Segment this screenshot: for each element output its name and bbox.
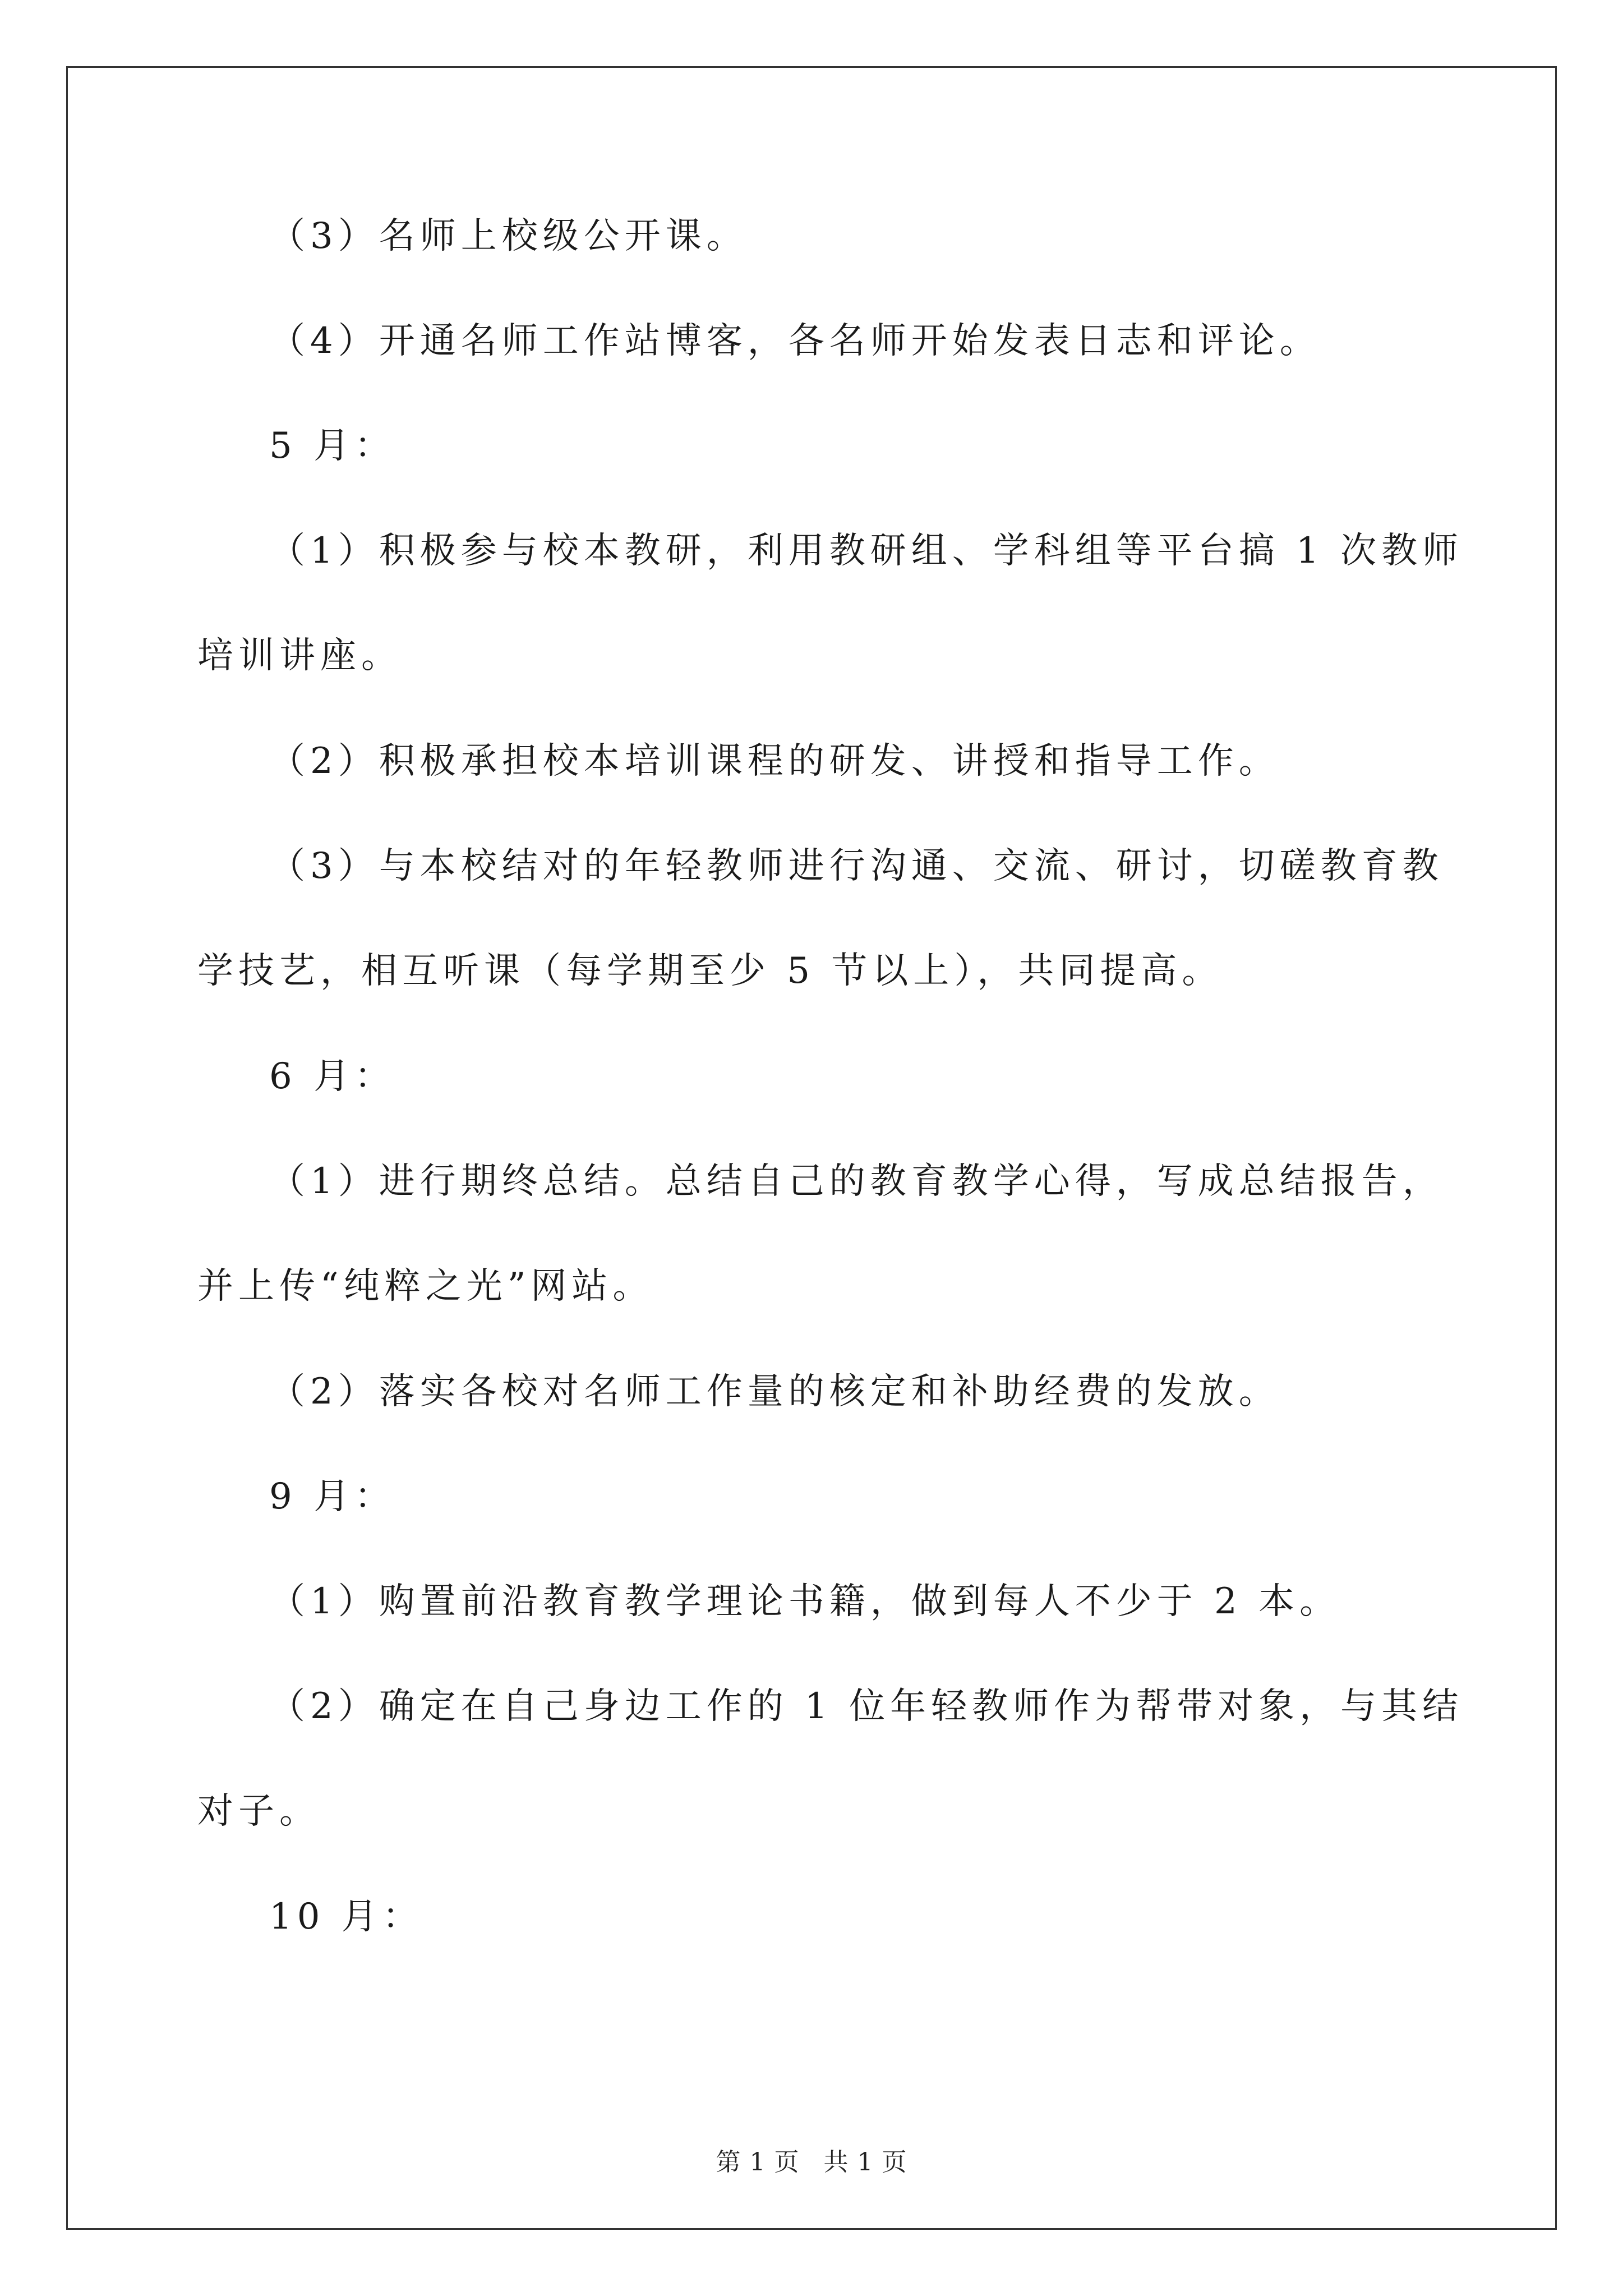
month-heading: 9 月： (269, 1476, 396, 1517)
page-number: 第 1 页 (716, 2148, 800, 2177)
paragraph: （3）名师上校级公开课。 (269, 215, 748, 257)
page-footer (0, 2142, 1623, 2178)
paragraph: （4）开通名师工作站博客，各名师开始发表日志和评论。 (269, 320, 1321, 362)
paragraph: （1）购置前沿教育教学理论书籍，做到每人不少于 2 本。 (269, 1581, 1341, 1622)
month-heading: 10 月： (269, 1896, 423, 1938)
month-heading: 5 月： (269, 425, 396, 467)
paragraph: （3）与本校结对的年轻教师进行沟通、交流、研讨，切磋教育教学技艺，相互听课（每学期至少 5 节以上），共同提高。 (197, 845, 1444, 992)
paragraph: （2）确定在自己身边工作的 1 位年轻教师作为帮带对象，与其结对子。 (197, 1686, 1464, 1832)
total-pages: 共 1 页 (823, 2148, 907, 2177)
document-body (197, 210, 1470, 1996)
paragraph: （1）积极参与校本教研，利用教研组、学科组等平台搞 1 次教师培训讲座。 (197, 530, 1464, 677)
paragraph: （1）进行期终总结。总结自己的教育教学心得，写成总结报告，并上传“纯粹之光”网站。 (197, 1161, 1444, 1307)
paragraph: （2）落实各校对名师工作量的核定和补助经费的发放。 (269, 1371, 1280, 1412)
month-heading: 6 月： (269, 1056, 396, 1097)
paragraph: （2）积极承担校本培训课程的研发、讲授和指导工作。 (269, 740, 1280, 782)
